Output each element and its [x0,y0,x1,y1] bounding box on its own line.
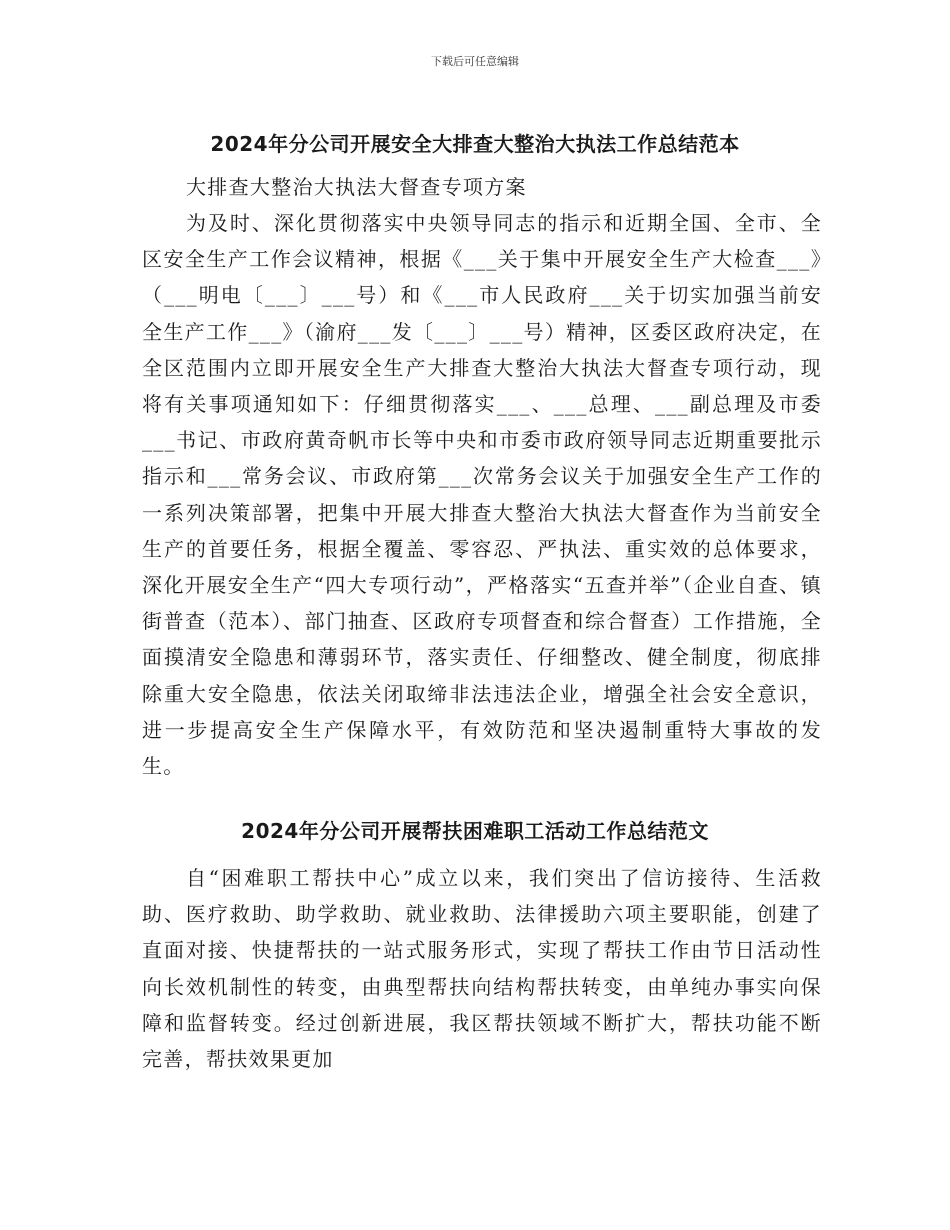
section-1-paragraph: 为及时、深化贯彻落实中央领导同志的指示和近期全国、全市、全区安全生产工作会议精神，根据《___关于集中开展安全生产大检查___》（___明电〔___〕___号）和《___市人民政府___关于切实加强当前安全生产工作___》（渝府___发〔___〕___号）精神，区委区政府决定，在全区范围内立即开展安全生产大排查大整治大执法大督查专项行动，现将有关事项通知如下：仔细贯彻落实___、___总理、___副总理及市委___书记、市政府黄奇帆市长等中央和市委市政府领导同志近期重要批示指示和___常务会议、市政府第___次常务会议关于加强安全生产工作的一系列决策部署，把集中开展大排查大整治大执法大督查作为当前安全生产的首要任务，根据全覆盖、零容忍、严执法、重实效的总体要求，深化开展安全生产“四大专项行动”，严格落实“五查并举”（企业自查、镇街普查（范本）、部门抽查、区政府专项督查和综合督查）工作措施，全面摸清安全隐患和薄弱环节，落实责任、仔细整改、健全制度，彻底排除重大安全隐患，依法关闭取缔非法违法企业，增强全社会安全意识，进一步提高安全生产保障水平，有效防范和坚决遏制重特大事故的发生。 [142,211,822,779]
section-2-paragraph: 自“困难职工帮扶中心”成立以来，我们突出了信访接待、生活救助、医疗救助、助学救助、就业救助、法律援助六项主要职能，创建了直面对接、快捷帮扶的一站式服务形式，实现了帮扶工作由节日活动性向长效机制性的转变，由典型帮扶向结构帮扶转变，由单纯办事实向保障和监督转变。经过创新进展，我区帮扶领域不断扩大，帮扶功能不断完善，帮扶效果更加 [142,866,822,1072]
page-header-note: 下载后可任意编辑 [431,55,519,68]
section-1-subtitle: 大排查大整治大执法大督查专项方案 [186,175,527,199]
section-1-title: 2024年分公司开展安全大排查大整治大执法工作总结范本 [210,132,740,156]
section-2-title: 2024年分公司开展帮扶困难职工活动工作总结范文 [241,819,709,843]
